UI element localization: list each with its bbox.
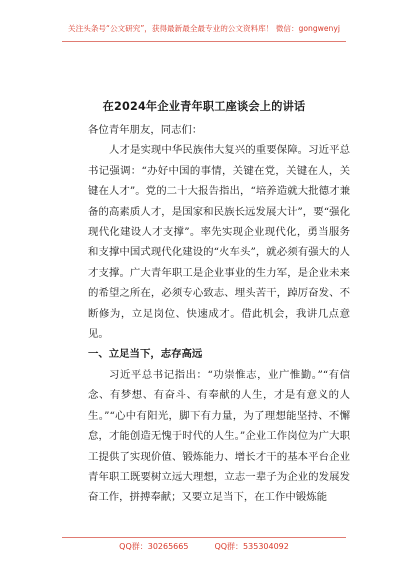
document-body bbox=[88, 120, 350, 508]
intro-paragraph: 人才是实现中华民族伟大复兴的重要保障。习近平总书记强调：“办好中国的事情，关键在党，关键在人，关键在人才”。党的二十大报告指出，“培养造就大批德才兼备的高素质人才，是国家和民族长远发展大计”，要“强化现代化建设人才支撑”。率先实现企业现代化，勇当服务和支撑中国式现代化建设的“火车头”，就必须有强大的人才支撑。广大青年职工是企业事业的生力军，是企业未来的希望之所在，必须专心致志、埋头苦干，踔厉奋发、不断修为，立足岗位、快速成才。借此机会，我讲几点意见。 bbox=[88, 144, 350, 341]
footer-qq-group-1: QQ群：30265665 bbox=[119, 542, 189, 551]
footer bbox=[0, 541, 408, 552]
bottom-divider bbox=[62, 537, 346, 538]
top-divider bbox=[62, 41, 346, 42]
top-banner: 关注头条号“公文研究”，获得最新最全最专业的公文资料库！ 微信：gongwenyj bbox=[68, 24, 340, 33]
footer-qq-group-2: QQ群：535304092 bbox=[214, 542, 289, 551]
section-paragraph: 习近平总书记指出：“功崇惟志，业广惟勤。”“有信念、有梦想、有奋斗、有奉献的人生，才是有意义的人生。”“心中有阳光，脚下有力量，为了理想能坚持、不懈怠，才能创造无愧于时代的人生。”企业工作岗位为广大职工提供了实现价值、锻炼能力、增长才干的基本平台企业青年职工既要树立远大理想，立志一辈子为企业的发展发奋工作，拼搏奉献；又要立足当下，在工作中锻炼能 bbox=[88, 368, 350, 504]
document-title: 在2024年企业青年职工座谈会上的讲话 bbox=[102, 100, 306, 113]
section-heading: 一、立足当下，志存高远 bbox=[88, 348, 203, 361]
salutation: 各位青年朋友，同志们： bbox=[88, 124, 203, 136]
